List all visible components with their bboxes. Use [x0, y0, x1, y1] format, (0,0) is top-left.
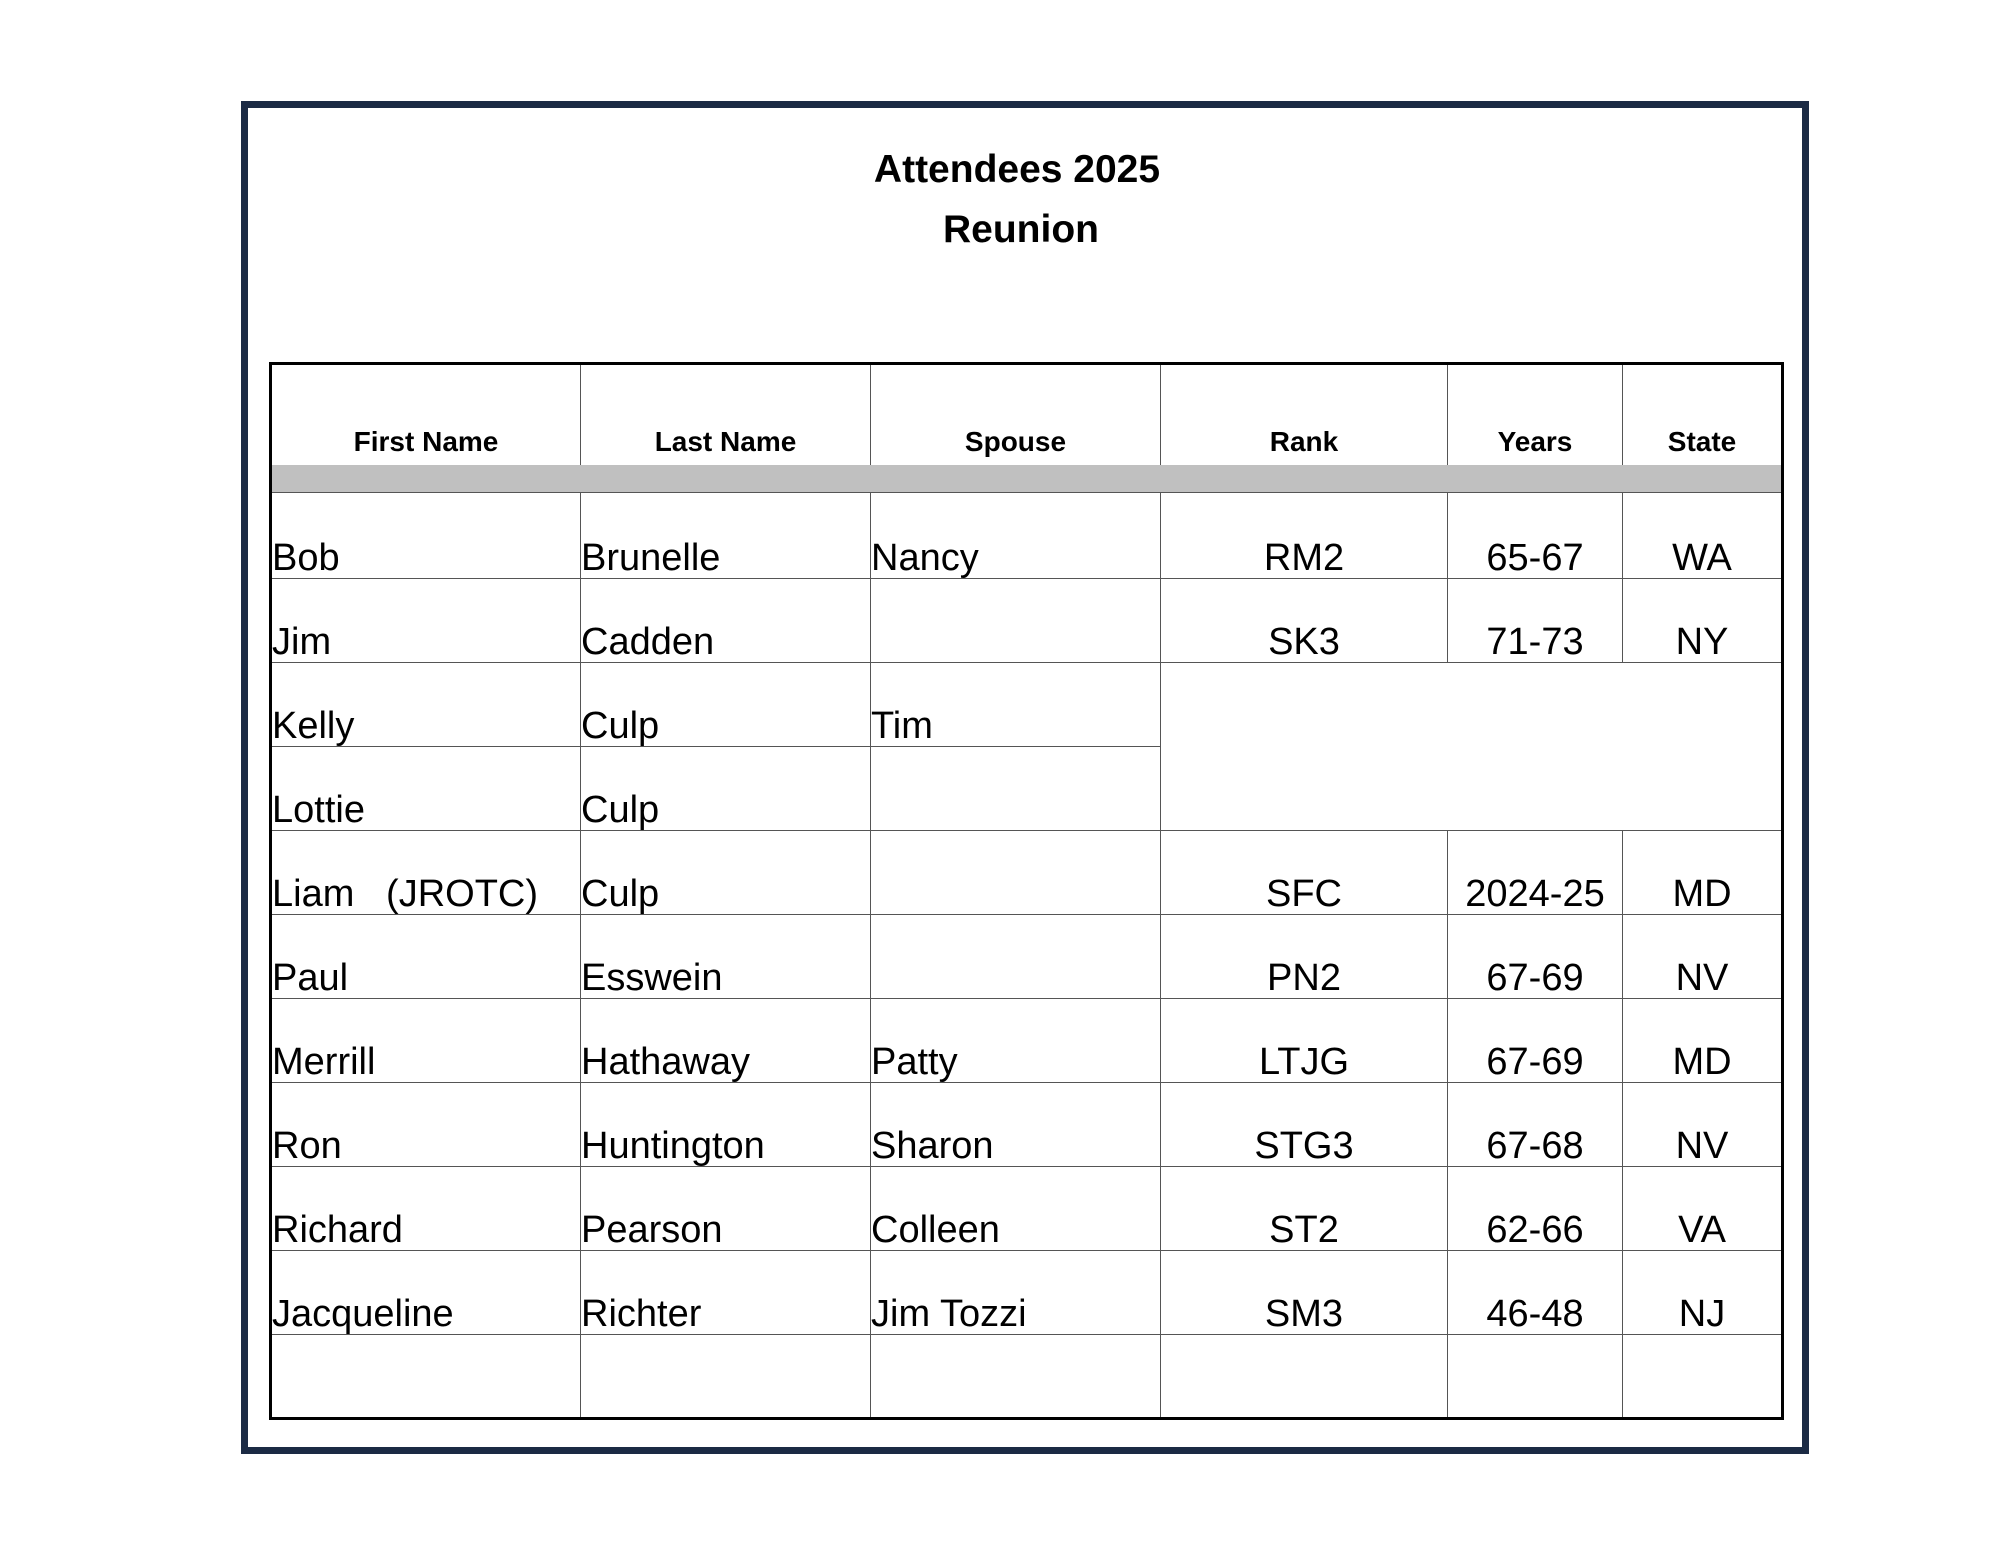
- cell-first-name: Merrill: [271, 999, 581, 1083]
- cell-state: NV: [1623, 915, 1783, 999]
- table-row: [271, 1335, 1783, 1419]
- cell-years: 67-69: [1448, 915, 1623, 999]
- header-first-name: First Name: [271, 364, 581, 465]
- cell-first-name: Liam (JROTC): [271, 831, 581, 915]
- cell-last-name: Culp: [581, 663, 871, 747]
- cell-last-name: [581, 1335, 871, 1419]
- title-line-1: Attendees 2025: [873, 148, 1161, 191]
- cell-years: 46-48: [1448, 1251, 1623, 1335]
- cell-rank: STG3: [1161, 1083, 1448, 1167]
- cell-last-name: Huntington: [581, 1083, 871, 1167]
- cell-last-name: Hathaway: [581, 999, 871, 1083]
- table-header-row: [271, 364, 1783, 465]
- cell-spouse: Patty: [871, 999, 1161, 1083]
- cell-last-name: Cadden: [581, 579, 871, 663]
- table-row: [271, 493, 1783, 579]
- cell-rank: RM2: [1161, 493, 1448, 579]
- cell-first-name: Jim: [271, 579, 581, 663]
- table-row: [271, 915, 1783, 999]
- cell-last-name: Pearson: [581, 1167, 871, 1251]
- cell-years: [1448, 1335, 1623, 1419]
- table-row: [271, 999, 1783, 1083]
- cell-years: 67-68: [1448, 1083, 1623, 1167]
- cell-first-name: Ron: [271, 1083, 581, 1167]
- cell-last-name: Culp: [581, 831, 871, 915]
- attendees-table: [269, 362, 1784, 1420]
- cell-first-name: Kelly: [271, 663, 581, 747]
- header-state: State: [1623, 364, 1783, 465]
- table-row: [271, 1083, 1783, 1167]
- cell-first-name: Jacqueline: [271, 1251, 581, 1335]
- cell-rank: SM3: [1161, 1251, 1448, 1335]
- title-line-2: Reunion: [943, 208, 1099, 251]
- cell-spouse: [871, 831, 1161, 915]
- header-rank: Rank: [1161, 364, 1448, 465]
- cell-state: WA: [1623, 493, 1783, 579]
- cell-rank: PN2: [1161, 915, 1448, 999]
- cell-spouse: Nancy: [871, 493, 1161, 579]
- cell-spouse: [871, 747, 1161, 831]
- cell-years: 62-66: [1448, 1167, 1623, 1251]
- header-spouse: Spouse: [871, 364, 1161, 465]
- cell-first-name: Paul: [271, 915, 581, 999]
- cell-spouse: [871, 915, 1161, 999]
- cell-rank: [1161, 1335, 1448, 1419]
- cell-spouse: Jim Tozzi: [871, 1251, 1161, 1335]
- cell-years: 71-73: [1448, 579, 1623, 663]
- cell-state: MD: [1623, 831, 1783, 915]
- cell-state: MD: [1623, 999, 1783, 1083]
- cell-last-name: Esswein: [581, 915, 871, 999]
- cell-state: VA: [1623, 1167, 1783, 1251]
- cell-state: NJ: [1623, 1251, 1783, 1335]
- table-row: [271, 579, 1783, 663]
- cell-state: NV: [1623, 1083, 1783, 1167]
- table-row: [271, 1251, 1783, 1335]
- cell-spouse: [871, 579, 1161, 663]
- cell-spouse: [871, 1335, 1161, 1419]
- cell-first-name: [271, 1335, 581, 1419]
- header-years: Years: [1448, 364, 1623, 465]
- cell-last-name: Richter: [581, 1251, 871, 1335]
- table-row: [271, 1167, 1783, 1251]
- cell-rank: ST2: [1161, 1167, 1448, 1251]
- cell-spouse: Sharon: [871, 1083, 1161, 1167]
- cell-first-name: Bob: [271, 493, 581, 579]
- merged-empty-cell: [1161, 663, 1783, 831]
- header-last-name: Last Name: [581, 364, 871, 465]
- cell-last-name: Brunelle: [581, 493, 871, 579]
- cell-state: [1623, 1335, 1783, 1419]
- cell-rank: SK3: [1161, 579, 1448, 663]
- cell-first-name: Lottie: [271, 747, 581, 831]
- cell-spouse: Tim: [871, 663, 1161, 747]
- cell-rank: LTJG: [1161, 999, 1448, 1083]
- cell-first-name: Richard: [271, 1167, 581, 1251]
- cell-rank: SFC: [1161, 831, 1448, 915]
- cell-years: 65-67: [1448, 493, 1623, 579]
- table-row: [271, 663, 1783, 747]
- cell-spouse: Colleen: [871, 1167, 1161, 1251]
- cell-last-name: Culp: [581, 747, 871, 831]
- header-band-cell: [271, 465, 1783, 493]
- cell-years: 67-69: [1448, 999, 1623, 1083]
- header-band: [271, 465, 1783, 493]
- table-row: [271, 831, 1783, 915]
- cell-years: 2024-25: [1448, 831, 1623, 915]
- cell-state: NY: [1623, 579, 1783, 663]
